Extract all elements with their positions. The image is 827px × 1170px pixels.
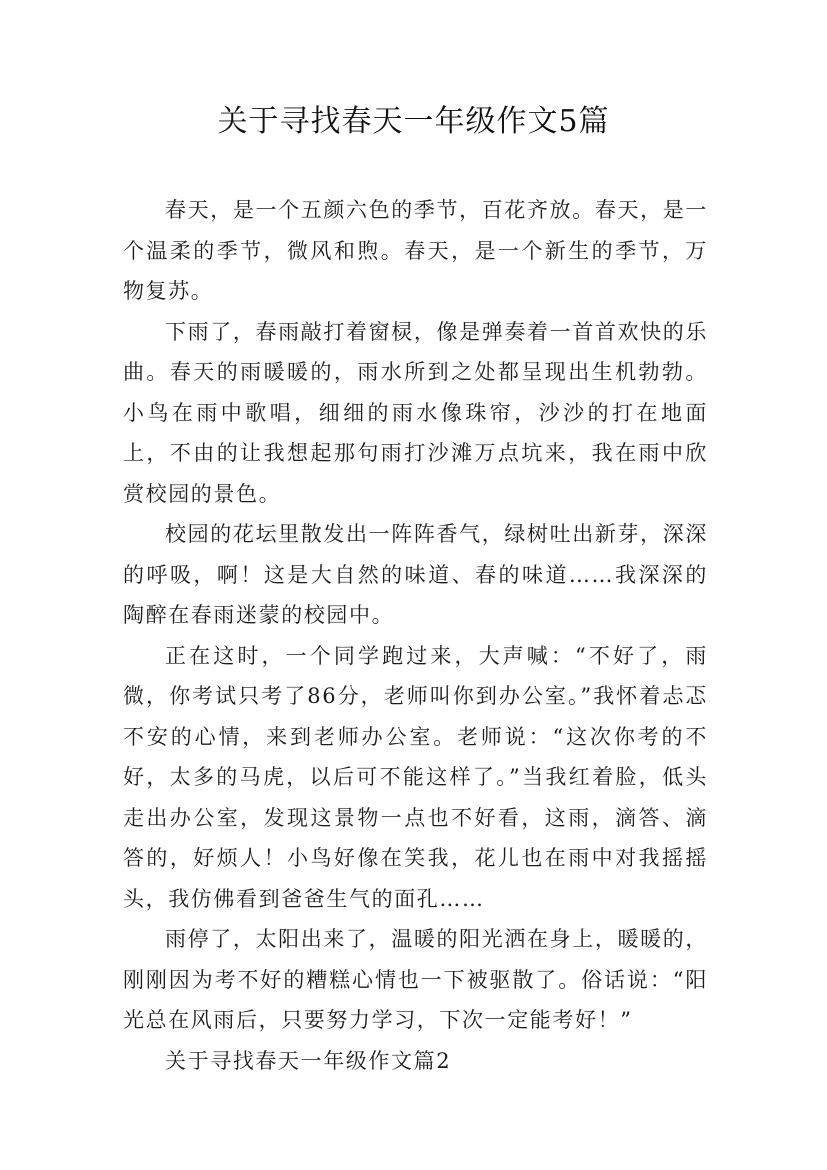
paragraph-3: 校园的花坛里散发出一阵阵香气，绿树吐出新芽，深深的呼吸，啊！这是大自然的味道、春的味道……我深深的陶醉在春雨迷蒙的校园中。 [123, 522, 708, 627]
section-heading-2: 关于寻找春天一年级作文篇2 [165, 1048, 452, 1073]
paragraph-5: 雨停了，太阳出来了，温暖的阳光洒在身上，暖暖的，刚刚因为考不好的糟糕心情也一下被驱散了。俗话说：“阳光总在风雨后，只要努力学习，下次一定能考好！” [123, 927, 708, 1032]
paragraph-4: 正在这时，一个同学跑过来，大声喊：“不好了，雨微，你考试只考了86分，老师叫你到办公室。”我怀着忐忑不安的心情，来到老师办公室。老师说：“这次你考的不好，太多的马虎，以后可不能这样了。”当我红着脸，低头走出办公室，发现这景物一点也不好看，这雨，滴答、滴答的，好烦人！小鸟好像在笑我，花儿也在雨中对我摇摇头，我仿佛看到爸爸生气的面孔…… [123, 643, 708, 911]
paragraph-1: 春天，是一个五颜六色的季节，百花齐放。春天，是一个温柔的季节，微风和煦。春天，是一个新生的季节，万物复苏。 [123, 198, 708, 303]
paragraph-2: 下雨了，春雨敲打着窗棂，像是弹奏着一首首欢快的乐曲。春天的雨暖暖的，雨水所到之处都呈现出生机勃勃。小鸟在雨中歌唱，细细的雨水像珠帘，沙沙的打在地面上，不由的让我想起那句雨打沙滩万点坑来，我在雨中欣赏校园的景色。 [123, 319, 708, 506]
document-body [123, 190, 708, 1081]
document-title: 关于寻找春天一年级作文5篇 [217, 104, 610, 139]
